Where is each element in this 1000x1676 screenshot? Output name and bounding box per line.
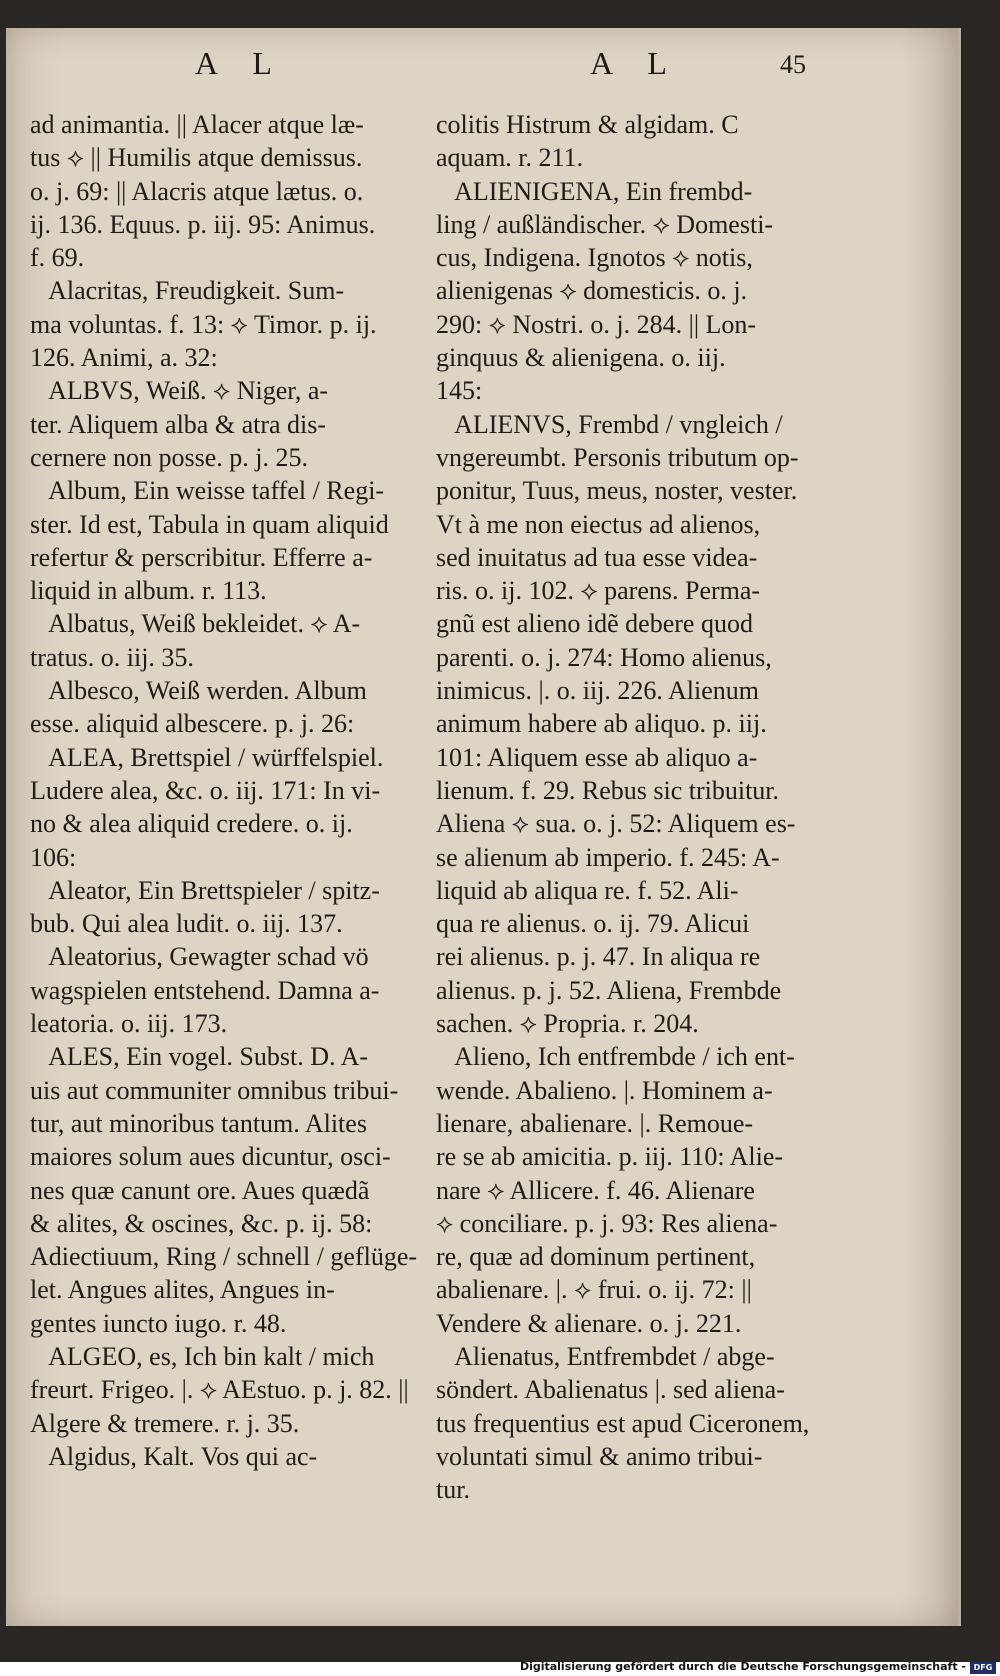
- text-line: Algere & tremere. r. j. 35.: [30, 1408, 300, 1438]
- text-line: maiores solum aues dicuntur, osci-: [30, 1142, 391, 1172]
- text-line: tratus. o. iij. 35.: [30, 642, 194, 672]
- text-line: o. j. 69: || Alacris atque lætus. o.: [30, 176, 364, 206]
- text-line: tur, aut minoribus tantum. Alites: [30, 1108, 367, 1138]
- running-head-left: A L: [195, 45, 286, 81]
- text-line: tur.: [436, 1475, 470, 1505]
- text-line: ALBVS, Weiß. ⟡ Niger, a-: [30, 376, 329, 406]
- text-line: lienare, abalienare. |. Remoue-: [436, 1108, 754, 1138]
- text-line: let. Angues alites, Angues in-: [30, 1275, 335, 1305]
- text-line: abalienare. |. ⟡ frui. o. ij. 72: ||: [436, 1275, 752, 1305]
- text-line: Aleatorius, Gewagter schad vö: [30, 942, 369, 972]
- text-line: Adiectiuum, Ring / schnell / geflüge-: [30, 1242, 418, 1272]
- text-line: 126. Animi, a. 32:: [30, 343, 218, 373]
- text-line: wagspielen entstehend. Damna a-: [30, 975, 380, 1005]
- text-line: re, quæ ad dominum pertinent,: [436, 1242, 756, 1272]
- text-line: f. 69.: [30, 243, 85, 273]
- text-line: voluntati simul & animo tribui-: [436, 1441, 763, 1471]
- text-line: 290: ⟡ Nostri. o. j. 284. || Lon-: [436, 309, 757, 339]
- text-line: Aleator, Ein Brettspieler / spitz-: [30, 875, 380, 905]
- text-line: rei alienus. p. j. 47. In aliqua re: [436, 942, 761, 972]
- text-line: Ludere alea, &c. o. iij. 171: In vi-: [30, 775, 381, 805]
- text-line: tus frequentius est apud Ciceronem,: [436, 1408, 810, 1438]
- text-line: colitis Histrum & algidam. C: [436, 110, 739, 139]
- text-line: ginquus & alienigena. o. iij.: [436, 343, 726, 373]
- text-line: qua re alienus. o. ij. 79. Alicui: [436, 909, 750, 939]
- text-line: ter. Aliquem alba & atra dis-: [30, 409, 327, 439]
- text-line: ⟡ conciliare. p. j. 93: Res aliena-: [436, 1208, 778, 1238]
- text-line: bub. Qui alea ludit. o. iij. 137.: [30, 909, 343, 939]
- text-line: ALIENIGENA, Ein frembd-: [436, 176, 753, 206]
- text-line: Alieno, Ich entfrembde / ich ent-: [436, 1042, 795, 1072]
- text-line: aquam. r. 211.: [436, 143, 584, 173]
- text-line: wende. Abalieno. |. Hominem a-: [436, 1075, 773, 1105]
- text-line: ALIENVS, Frembd / vngleich /: [436, 409, 783, 439]
- text-line: refertur & perscribitur. Efferre a-: [30, 542, 373, 572]
- text-line: leatoria. o. iij. 173.: [30, 1009, 228, 1039]
- text-line: Album, Ein weisse taffel / Regi-: [30, 476, 385, 506]
- text-line: Albatus, Weiß bekleidet. ⟡ A-: [30, 609, 361, 639]
- text-line: cernere non posse. p. j. 25.: [30, 442, 308, 472]
- text-line: lienum. f. 29. Rebus sic tribuitur.: [436, 775, 780, 805]
- text-line: liquid ab aliqua re. f. 52. Ali-: [436, 875, 739, 905]
- text-line: sachen. ⟡ Propria. r. 204.: [436, 1009, 699, 1039]
- text-line: ris. o. ij. 102. ⟡ parens. Perma-: [436, 576, 761, 606]
- text-line: cus, Indigena. Ignotos ⟡ notis,: [436, 243, 753, 273]
- text-line: ad animantia. || Alacer atque læ-: [30, 110, 364, 139]
- page-number: 45: [780, 50, 806, 79]
- text-line: liquid in album. r. 113.: [30, 576, 267, 606]
- text-line: Vendere & alienare. o. j. 221.: [436, 1308, 742, 1338]
- dfg-logo-icon: DFG: [970, 1662, 996, 1674]
- text-line: esse. aliquid albescere. p. j. 26:: [30, 709, 355, 739]
- text-line: uis aut communiter omnibus tribui-: [30, 1075, 399, 1105]
- text-line: ponitur, Tuus, meus, noster, vester.: [436, 476, 798, 506]
- text-line: ALES, Ein vogel. Subst. D. A-: [30, 1042, 369, 1072]
- text-line: re se ab amicitia. p. iij. 110: Alie-: [436, 1142, 784, 1172]
- text-line: tus ⟡ || Humilis atque demissus.: [30, 143, 363, 173]
- text-line: alienigenas ⟡ domesticis. o. j.: [436, 276, 748, 306]
- text-line: 106:: [30, 842, 77, 872]
- text-line: nes quæ canunt ore. Aues quædã: [30, 1175, 370, 1205]
- text-line: no & alea aliquid credere. o. ij.: [30, 809, 353, 839]
- text-line: Alacritas, Freudigkeit. Sum-: [30, 276, 345, 306]
- text-line: söndert. Abalienatus |. sed aliena-: [436, 1375, 785, 1405]
- text-line: gnũ est alieno idẽ debere quod: [436, 609, 753, 639]
- text-line: ALGEO, es, Ich bin kalt / mich: [30, 1341, 375, 1371]
- text-line: parenti. o. j. 274: Homo alienus,: [436, 642, 772, 672]
- text-line: & alites, & oscines, &c. p. ij. 58:: [30, 1208, 373, 1238]
- text-line: Algidus, Kalt. Vos qui ac-: [30, 1441, 318, 1471]
- text-line: sed inuitatus ad tua esse videa-: [436, 542, 758, 572]
- text-line: animum habere ab aliquo. p. iij.: [436, 709, 767, 739]
- text-line: se alienum ab imperio. f. 245: A-: [436, 842, 780, 872]
- text-line: ster. Id est, Tabula in quam aliquid: [30, 509, 389, 539]
- text-line: Albesco, Weiß werden. Album: [30, 676, 367, 706]
- page-edge: [958, 28, 961, 1626]
- text-line: Alienatus, Entfrembdet / abge-: [436, 1341, 775, 1371]
- text-line: 145:: [436, 376, 483, 406]
- text-line: ling / außländischer. ⟡ Domesti-: [436, 209, 774, 239]
- text-line: inimicus. |. o. iij. 226. Alienum: [436, 676, 759, 706]
- text-line: freurt. Frigeo. |. ⟡ AEstuo. p. j. 82. ||: [30, 1375, 409, 1405]
- text-line: gentes iuncto iugo. r. 48.: [30, 1308, 287, 1338]
- funding-credit: Digitalisierung gefördert durch die Deutsche Forschungsgemeinschaft -: [519, 1660, 966, 1673]
- text-line: vngereumbt. Personis tributum op-: [436, 442, 799, 472]
- running-head-right: A L: [590, 45, 681, 81]
- left-column: [30, 108, 440, 1473]
- text-line: nare ⟡ Allicere. f. 46. Alienare: [436, 1175, 755, 1205]
- text-line: ALEA, Brettspiel / würffelspiel.: [30, 742, 384, 772]
- text-line: Vt à me non eiectus ad alienos,: [436, 509, 761, 539]
- text-line: ij. 136. Equus. p. iij. 95: Animus.: [30, 209, 376, 239]
- text-line: 101: Aliquem esse ab aliquo a-: [436, 742, 758, 772]
- right-column: [436, 108, 866, 1506]
- text-line: Aliena ⟡ sua. o. j. 52: Aliquem es-: [436, 809, 796, 839]
- text-line: ma voluntas. f. 13: ⟡ Timor. p. ij.: [30, 309, 377, 339]
- text-line: alienus. p. j. 52. Aliena, Frembde: [436, 975, 782, 1005]
